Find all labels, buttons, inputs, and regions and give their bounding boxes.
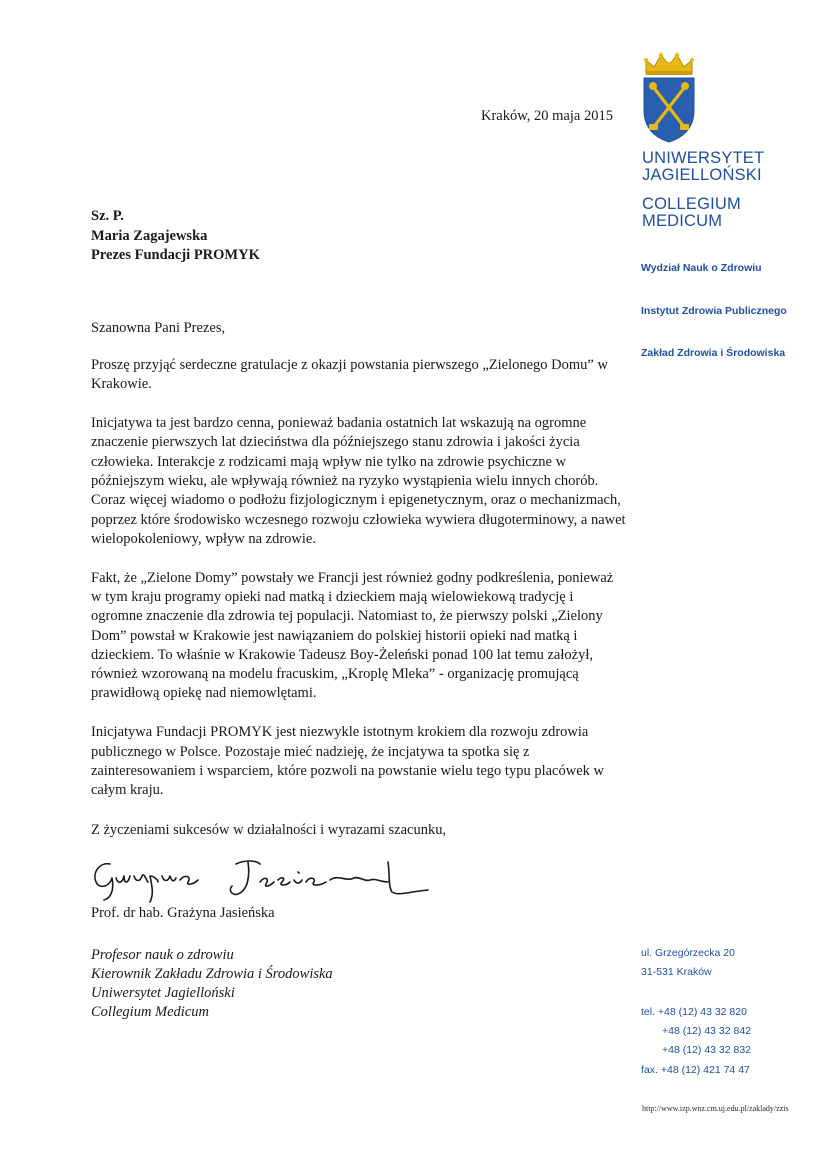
addressee-line: Sz. P. [91, 208, 124, 224]
address-city: 31-531 Kraków [641, 966, 712, 978]
crown-icon [644, 53, 694, 75]
addressee-line: Prezes Fundacji PROMYK [91, 247, 260, 263]
address-street: ul. Grzegórzecka 20 [641, 947, 735, 959]
letter-date: Kraków, 20 maja 2015 [481, 108, 613, 124]
phone-number: +48 (12) 43 32 832 [662, 1044, 752, 1056]
phone-number: +48 (12) 43 32 842 [662, 1025, 752, 1037]
university-crest-logo [640, 52, 698, 144]
website-url[interactable]: http://www.izp.wnz.cm.uj.edu.pl/zaklady/zzis [642, 1104, 789, 1113]
institute-name: Instytut Zdrowia Publicznego [641, 305, 787, 317]
salutation: Szanowna Pani Prezes, [91, 320, 226, 336]
faculty-name: Wydział Nauk o Zdrowiu [641, 262, 762, 274]
paragraph: Fakt, że „Zielone Domy” powstały we Francji jest również godny podkreślenia, ponieważ w tym kraju programy opieki nad matką i dzieckiem mają wielowiekową tradycję i ogromne znaczenie dla zdrowia tej populacji. Natomiast to, że pierwszy polski „Zielony Dom” powstał w Krakowie jest nawiązaniem do polskiej historii opieki nad matką i dzieckiem. To właśnie w Krakowie Tadeusz Boy-Żeleński ponad 100 lat temu założył, również wzorowaną na modelu fracuskim, „Kroplę Mleka” - organizację promującą prawidłową opiekę nad niemowlętami. [91, 569, 614, 702]
fax-number: fax. +48 (12) 421 74 47 [641, 1064, 750, 1076]
paragraph: Inicjatywa ta jest bardzo cenna, ponieważ badania ostatnich lat wskazują na ogromne znaczenie pierwszych lat dzieciństwa dla późniejszego stanu zdrowia i jakości życia człowieka. Interakcje z rodzicami mają wpływ nie tylko na zdrowie psychiczne w późniejszym wieku, ale wpływają również na ryzyko wystąpienia wielu innych chorób. Coraz więcej wiadomo o podłożu fizjologicznym i epigenetycznym, oraz o mechanizmach, poprzez które środowisko wczesnego rozwoju człowieka wywiera długoterminowy, a nawet wielopokoleniowy, wpływ na zdrowie. [91, 415, 626, 547]
title-line: Collegium Medicum [91, 1004, 209, 1020]
addressee-line: Maria Zagajewska [91, 227, 208, 244]
department-name: Zakład Zdrowia i Środowiska [641, 347, 786, 359]
university-name: UNIWERSYTET JAGIELLOŃSKI [642, 149, 765, 184]
signatory-name: Prof. dr hab. Grażyna Jasieńska [91, 905, 275, 921]
addressee-block [91, 207, 260, 266]
collegium-name: COLLEGIUM MEDICUM [642, 195, 741, 230]
title-line: Uniwersytet Jagielloński [91, 985, 235, 1001]
phone-number: tel. +48 (12) 43 32 820 [641, 1006, 747, 1018]
signatory-titles [91, 946, 333, 1022]
closing-line: Z życzeniami sukcesów w działalności i wyrazami szacunku, [91, 822, 447, 838]
handwritten-signature [88, 842, 448, 914]
letter-body [91, 356, 626, 820]
title-line: Profesor nauk o zdrowiu [91, 947, 234, 963]
paragraph: Proszę przyjąć serdeczne gratulacje z okazji powstania pierwszego „Zielonego Domu” w Krakowie. [91, 357, 608, 393]
title-line: Kierownik Zakładu Zdrowia i Środowiska [91, 966, 333, 982]
paragraph: Inicjatywa Fundacji PROMYK jest niezwykle istotnym krokiem dla rozwoju zdrowia publicznego w Polsce. Pozostaje mieć nadzieję, że incjatywa ta spotka się z zainteresowaniem i wsparciem, które pozwoli na powstanie wielu tego typu placówek w całym kraju. [91, 724, 604, 799]
